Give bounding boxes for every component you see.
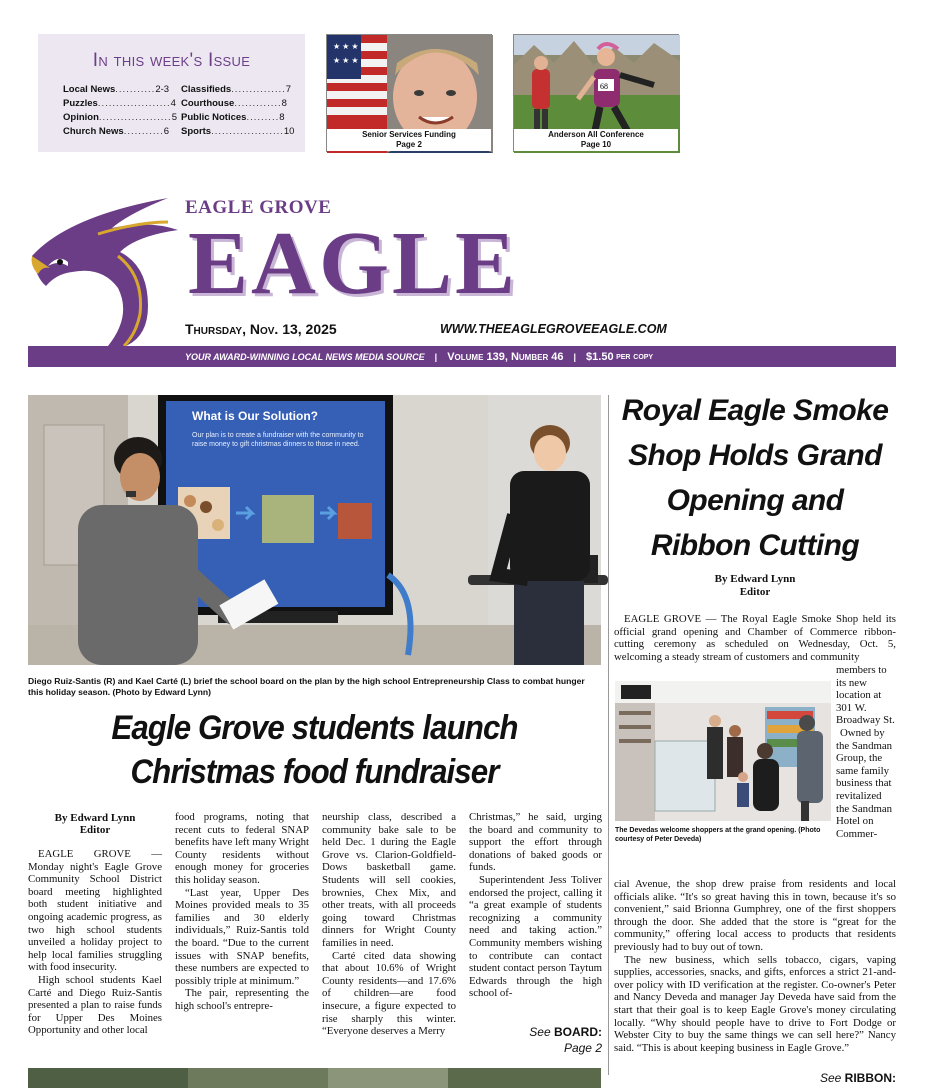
index-row[interactable]	[63, 126, 170, 137]
side-narrow-column	[836, 664, 896, 840]
index-dots: ....................	[98, 112, 172, 123]
index-row[interactable]	[63, 112, 177, 123]
paragraph: Superintendent Jess Toliver endorsed the project, calling it “a great example of students recognizing a community need and taking action.” Community members wishing to contribute can contact student contact person Taytum Edwards through the high school of-	[469, 873, 602, 1000]
column-divider	[608, 395, 609, 1075]
main-story-column-3	[322, 811, 456, 1038]
index-row[interactable]	[181, 126, 295, 137]
index-row[interactable]	[181, 84, 292, 95]
website-link[interactable]: WWW.THEEAGLEGROVEEAGLE.COM	[440, 322, 667, 336]
byline-name: By Edward Lynn	[714, 573, 796, 585]
slide-title: What is Our Solution?	[192, 409, 318, 423]
paragraph: The new business, which sells tobacco, cigars, vaping supplies, accessories, snacks, and gifts, enforces a strict 21-and-over policy with ID verification at the register. Co-owner's Peter and Nancy Deveda and manager Jay Deveda have said from the start that their goal is to keep Eagle Grove's money circulating locally. “Why should people have to drive to Fort Dodge or Webster City to buy the same things we can sell here?” Nancy said. “This is about keeping business in Eagle Grove.”	[614, 953, 896, 1054]
paragraph: cial Avenue, the shop drew praise from residents and local officials alike. “It's so great having this in town, because it's so convenient,” said Brionna Gumphrey, one of the first shoppers through the door. She added that the store is “great for the community,” offering local access to products that residents previously had to buy out of town.	[614, 878, 896, 953]
jump-target: BOARD:	[554, 1025, 602, 1039]
main-story-column-2	[175, 811, 309, 1013]
side-story-photo	[615, 681, 831, 821]
main-headline[interactable]	[51, 706, 578, 794]
index-label: Church News	[63, 126, 124, 137]
index-row[interactable]	[63, 84, 170, 95]
paragraph: High school students Kael Carté and Diego Ruiz-Santis presented a plan to raise funds for Upper Des Moines Opportunity and other local	[28, 973, 162, 1037]
index-page: 10	[283, 126, 295, 137]
index-page: 4	[170, 98, 176, 109]
eagle-logo-icon	[28, 196, 188, 346]
index-label: Classifieds	[181, 84, 232, 95]
index-page: 5	[171, 112, 177, 123]
volume-number: Volume 139, Number 46	[447, 350, 564, 363]
main-headline-line2: Christmas food fundraiser	[130, 753, 499, 791]
index-dots: .............	[234, 98, 282, 109]
index-dots: ...............	[231, 84, 286, 95]
paragraph: EAGLE GROVE — Monday night's Eagle Grove Community School District board meeting highlighted both student initiative and ongoing academic progress, as two high school students unveiled a holiday project to help local families struggling with food insecurity.	[28, 848, 162, 974]
svg-text:68: 68	[600, 82, 608, 91]
index-page: 8	[281, 98, 287, 109]
side-paragraph-2	[614, 878, 896, 1054]
index-dots: ....................	[97, 98, 171, 109]
paragraph: Carté cited data showing that about 10.6% of Wright County residents—and 17.6% of children—are food insecure, a figure expected to rise sharply this winter. “Everyone deserves a Merry	[322, 949, 456, 1038]
main-photo-caption: Diego Ruiz-Santis (R) and Kael Carté (L) brief the school board on the plan by the high school Entrepreneurship Class to combat hunger this holiday season. (Photo by Edward Lynn)	[28, 676, 585, 697]
main-story-photo	[28, 395, 601, 665]
separator: |	[434, 351, 438, 362]
svg-text:★ ★ ★: ★ ★ ★	[333, 42, 359, 51]
jump-page: Page 2	[563, 1041, 602, 1055]
index-dots: ...........	[115, 84, 156, 95]
price: $1.50	[586, 350, 614, 363]
tagline: YOUR AWARD-WINNING LOCAL NEWS MEDIA SOURCE	[185, 351, 425, 362]
main-story-column-1	[28, 812, 162, 1037]
main-headline-line1: Eagle Grove students launch	[111, 709, 518, 747]
index-label: Local News	[63, 84, 116, 95]
teaser-caption	[327, 129, 491, 151]
side-photo-caption: The Devedas welcome shoppers at the grand opening. (Photo courtesy of Peter Deveda)	[615, 827, 821, 843]
index-label: Puzzles	[63, 98, 98, 109]
jump-see: See	[819, 1071, 842, 1085]
index-page: 6	[163, 126, 170, 137]
byline-title: Editor	[79, 824, 111, 836]
teaser-page: Page 2	[396, 140, 422, 149]
index-title: In this week's Issue	[92, 50, 251, 71]
teaser-title: Anderson All Conference	[548, 130, 644, 139]
paragraph: EAGLE GROVE — The Royal Eagle Smoke Shop held its official grand opening and Chamber of Commerce ribbon-cutting ceremony as scheduled on Wednesday, Oct. 5, welcoming a steady stream of customers and community	[614, 613, 896, 663]
side-paragraph-1	[614, 613, 896, 663]
masthead-info-bar	[28, 346, 896, 367]
jump-link-ribbon[interactable]	[760, 1071, 896, 1085]
teaser-page: Page 10	[580, 140, 612, 149]
index-label: Courthouse	[181, 98, 235, 109]
side-byline	[614, 573, 896, 599]
paragraph: The pair, representing the high school's entrepre-	[175, 987, 309, 1012]
byline-name: By Edward Lynn	[54, 812, 136, 824]
price-suffix: per copy	[616, 351, 654, 362]
slide-text: Our plan is to create a fundraiser with the community to raise money to gift christmas dinners to those in need.	[192, 432, 364, 448]
index-page: 7	[285, 84, 292, 95]
byline-title: Editor	[739, 586, 771, 598]
svg-text:★ ★ ★: ★ ★ ★	[333, 56, 359, 65]
index-page: 8	[279, 112, 285, 123]
paragraph: neurship class, described a community bake sale to be held Dec. 1 during the Eagle Grove vs. Clarion-Goldfield-Dows basketball game. Students will sell cookies, brownies, Chex Mix, and other treats, with all proceeds going toward Christmas dinners for Wright County families in need.	[322, 811, 456, 949]
index-row[interactable]	[181, 112, 285, 123]
index-label: Public Notices	[181, 112, 247, 123]
smoke-shop-scene	[615, 681, 831, 821]
jump-see: See	[529, 1025, 551, 1039]
jump-target: RIBBON:	[844, 1071, 896, 1085]
teaser-anderson[interactable]	[513, 34, 679, 152]
paragraph: “Last year, Upper Des Moines provided meals to 35 families and 30 elderly individuals,” Ruiz-Santis told the board. “Due to the current issues with SNAP benefits, these numbers are expected to possibly triple at minimum.”	[175, 886, 309, 987]
index-row[interactable]	[181, 98, 287, 109]
masthead-small-title: EAGLE GROVE	[185, 197, 332, 218]
index-dots: ....................	[211, 126, 284, 137]
index-dots: .........	[246, 112, 280, 123]
index-label: Sports	[181, 126, 212, 137]
bottom-photo-strip	[28, 1068, 601, 1088]
masthead-title: EAGLE	[188, 214, 519, 313]
issue-date: Thursday, Nov. 13, 2025	[185, 321, 337, 337]
paragraph: Owned by the Sandman Group, the same family business that revitalized the Sandman Hotel on Commer-	[836, 726, 893, 840]
main-story-column-4	[469, 811, 602, 1000]
index-label: Opinion	[63, 112, 99, 123]
teaser-senior-services[interactable]	[326, 34, 492, 152]
index-dots: ...........	[123, 126, 164, 137]
paragraph: food programs, noting that recent cuts to federal SNAP benefits have left many Wright County residents without enough money for groceries this holiday season.	[175, 811, 309, 886]
paragraph: Christmas,” he said, urging the board and community to support the effort through donations of baked goods or funds.	[469, 811, 602, 874]
index-box	[38, 34, 305, 152]
side-headline[interactable]: Royal Eagle Smoke Shop Holds Grand Opening and Ribbon Cutting	[621, 394, 889, 562]
teaser-caption	[514, 129, 678, 151]
index-page: 2-3	[155, 84, 170, 95]
jump-link-board[interactable]	[470, 1024, 602, 1056]
index-row[interactable]	[63, 98, 176, 109]
separator: |	[573, 351, 577, 362]
paragraph: members to its new location at 301 W. Broadway St.	[836, 664, 895, 727]
teaser-title: Senior Services Funding	[362, 130, 456, 139]
